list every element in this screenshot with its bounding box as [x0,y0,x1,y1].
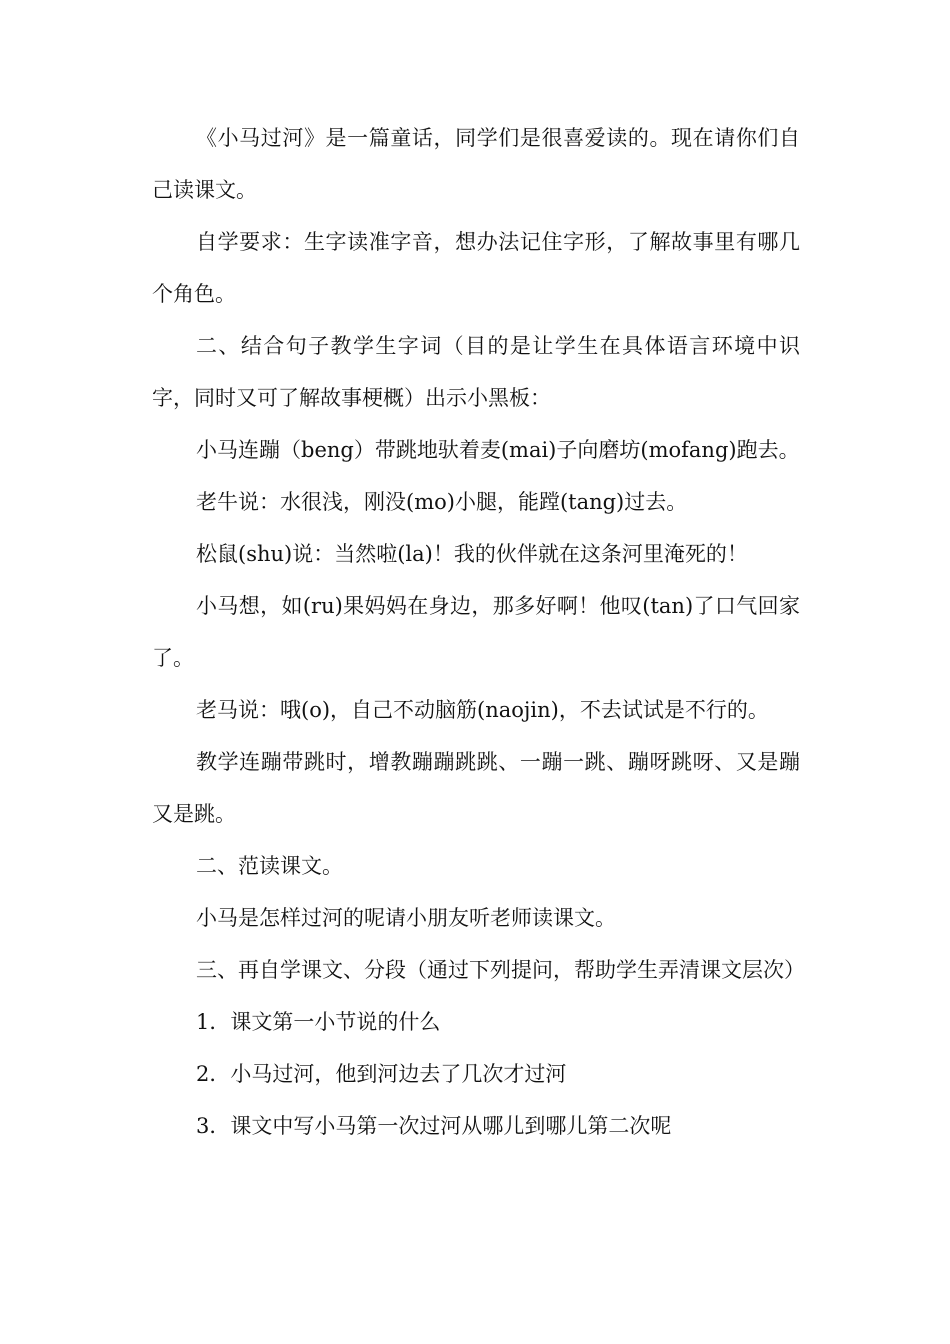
question-item: 2．小马过河，他到河边去了几次才过河 [196,1062,567,1086]
question-item: 3．课文中写小马第一次过河从哪儿到哪儿第二次呢 [196,1114,672,1138]
paragraph-self-study-requirements: 自学要求：生字读准字音，想办法记住字形，了解故事里有哪几个角色。 [152,230,800,306]
paragraph-section-heading: 二、范读课文。 [196,854,343,878]
paragraph-section-three: 三、再自学课文、分段（通过下列提问，帮助学生弄清课文层次） [196,958,805,982]
paragraph-example-sentence: 老马说：哦(o)，自己不动脑筋(naojin)，不去试试是不行的。 [196,698,769,722]
paragraph-teacher-reading: 小马是怎样过河的呢请小朋友听老师读课文。 [196,906,616,930]
paragraph-example-sentence: 老牛说：水很浅，刚没(mo)小腿，能蹚(tang)过去。 [196,490,688,514]
paragraph-teaching-note: 教学连蹦带跳时，增教蹦蹦跳跳、一蹦一跳、蹦呀跳呀、又是蹦又是跳。 [152,750,800,826]
paragraph-example-sentence: 小马想，如(ru)果妈妈在身边，那多好啊！他叹(tan)了口气回家了。 [152,594,800,670]
paragraph-example-sentence: 松鼠(shu)说：当然啦(la)！我的伙伴就在这条河里淹死的！ [196,542,748,566]
paragraph-example-sentence: 小马连蹦（beng）带跳地驮着麦(mai)子向磨坊(mofang)跑去。 [196,438,800,462]
document-body [152,112,805,1152]
question-item: 1．课文第一小节说的什么 [196,1010,441,1034]
paragraph-intro: 《小马过河》是一篇童话，同学们是很喜爱读的。现在请你们自己读课文。 [152,126,800,202]
paragraph-section-two-vocabulary: 二、结合句子教学生字词（目的是让学生在具体语言环境中识字，同时又可了解故事梗概）出示小黑板： [152,334,800,410]
